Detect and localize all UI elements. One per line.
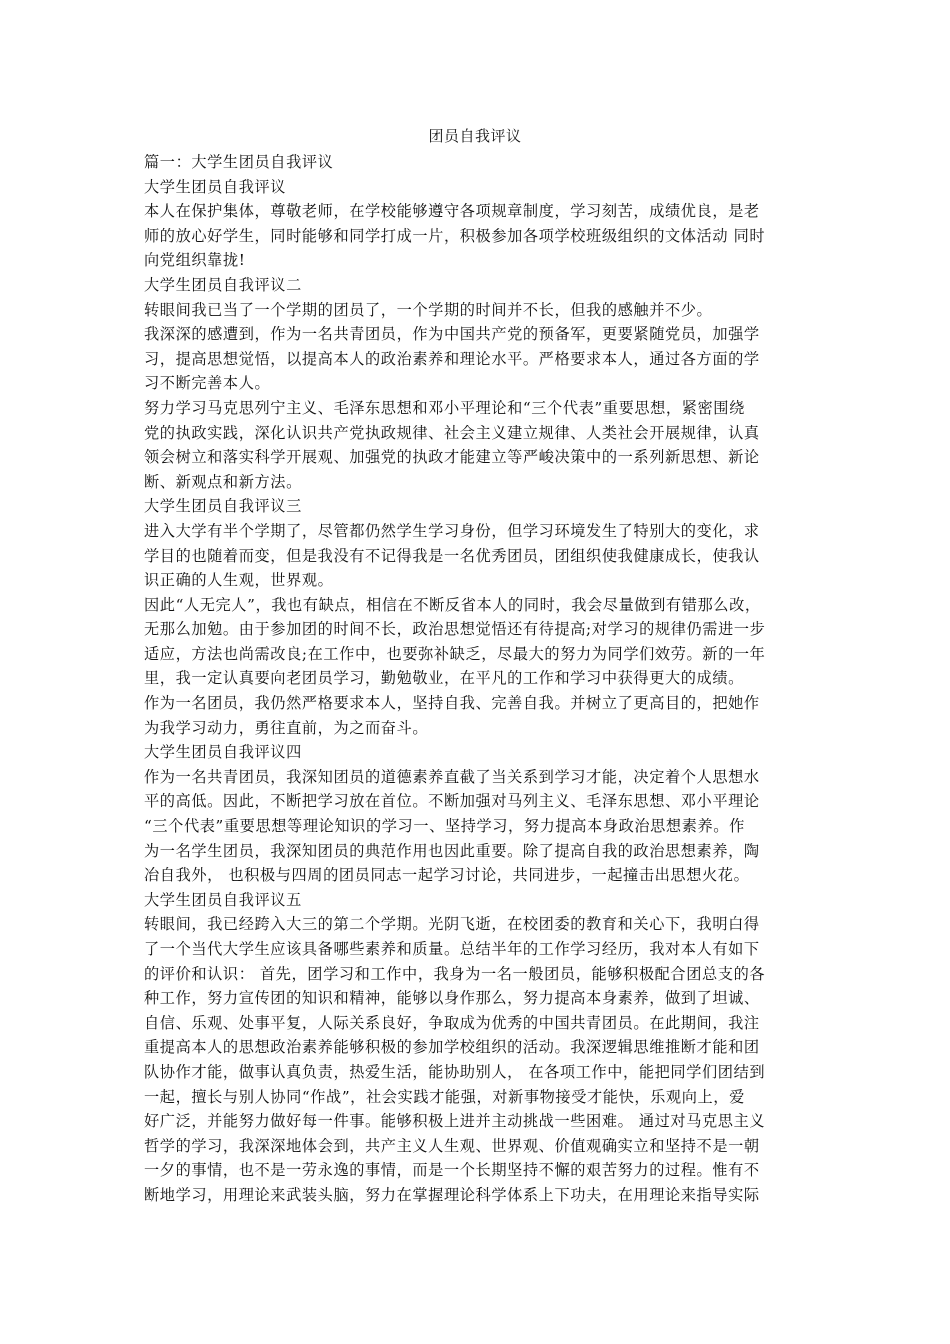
text-line: 本人在保护集体，尊敬老师，在学校能够遵守各项规章制度，学习刻苦，成绩优良，是老 <box>144 202 760 221</box>
text-line: 为我学习动力，勇往直前，为之而奋斗。 <box>144 718 429 737</box>
text-line: 师的放心好学生，同时能够和同学打成一片，积极参加各项学校班级组织的文体活动 同时 <box>144 226 766 245</box>
text-line: 领会树立和落实科学开展观、加强党的执政才能建立等严峻决策中的一系列新思想、新论 <box>144 448 760 467</box>
text-line: 重提高本人的思想政治素养能够积极的参加学校组织的活动。我深逻辑思维推断才能和团 <box>144 1038 760 1057</box>
text-line: 无那么加勉。由于参加团的时间不长，政治思想觉悟还有待提高;对学习的规律仍需进一步 <box>144 620 766 639</box>
text-line: 断地学习，用理论来武装头脑，努力在掌握理论科学体系上下功夫，在用理论来指导实际 <box>144 1185 760 1204</box>
document-title: 团员自我评议 <box>428 127 522 145</box>
document-body <box>144 150 812 1208</box>
text-line: 转眼间，我已经跨入大三的第二个学期。光阴飞逝，在校团委的教育和关心下，我明白得 <box>144 915 760 934</box>
text-line: 大学生团员自我评议二 <box>144 275 302 294</box>
text-line: 大学生团员自我评议 <box>144 177 287 196</box>
text-line: 一起，擅长与别人协同“作战”，社会实践才能强，对新事物接受才能快，乐观向上，爱 <box>144 1087 745 1106</box>
text-line: 党的执政实践，深化认识共产党执政规律、社会主义建立规律、人类社会开展规律，认真 <box>144 423 760 442</box>
text-line: 学目的也随着而变，但是我没有不记得我是一名优秀团员，团组织使我健康成长，使我认 <box>144 546 760 565</box>
text-line: 进入大学有半个学期了，尽管都仍然学生学习身份，但学习环境发生了特别大的变化，求 <box>144 521 760 540</box>
text-line: 大学生团员自我评议三 <box>144 497 302 516</box>
text-line: 转眼间我已当了一个学期的团员了，一个学期的时间并不长，但我的感触并不少。 <box>144 300 713 319</box>
text-line: 断、新观点和新方法。 <box>144 472 302 491</box>
text-line: 好广泛，并能努力做好每一件事。能够积极上进并主动挑战一些困难。 通过对马克思主义 <box>144 1112 766 1131</box>
text-line: 大学生团员自我评议四 <box>144 743 302 762</box>
text-line: 自信、乐观、处事平复，人际关系良好，争取成为优秀的中国共青团员。在此期间，我注 <box>144 1013 760 1032</box>
text-line: “三个代表”重要思想等理论知识的学习一、坚持学习，努力提高本身政治思想素养。作 <box>144 817 745 836</box>
text-line: 冶自我外， 也积极与四周的团员同志一起学习讨论，共同进步，一起撞击出思想火花。 <box>144 866 750 885</box>
text-line: 识正确的人生观，世界观。 <box>144 571 334 590</box>
text-line: 努力学习马克思列宁主义、毛泽东思想和邓小平理论和“三个代表”重要思想，紧密围绕 <box>144 398 745 417</box>
text-line: 篇一：大学生团员自我评议 <box>144 153 334 171</box>
text-line: 习不断完善本人。 <box>144 374 271 393</box>
text-line: 种工作，努力宣传团的知识和精神，能够以身作那么，努力提高本身素养，做到了坦诚、 <box>144 989 760 1008</box>
text-line: 为一名学生团员，我深知团员的典范作用也因此重要。除了提高自我的政治思想素养，陶 <box>144 841 760 860</box>
text-line: 作为一名团员，我仍然严格要求本人，坚持自我、完善自我。并树立了更高目的，把她作 <box>144 694 760 713</box>
text-line: 平的高低。因此，不断把学习放在首位。不断加强对马列主义、毛泽东思想、邓小平理论 <box>144 792 760 811</box>
text-line: 哲学的学习，我深深地体会到，共产主义人生观、世界观、价值观确实立和坚持不是一朝 <box>144 1136 760 1155</box>
text-line: 我深深的感遭到，作为一名共青团员，作为中国共产党的预备军，更要紧随党员，加强学 <box>144 325 760 344</box>
text-line: 作为一名共青团员，我深知团员的道德素养直截了当关系到学习才能，决定着个人思想水 <box>144 767 760 786</box>
text-line: 了一个当代大学生应该具备哪些素养和质量。总结半年的工作学习经历，我对本人有如下 <box>144 940 760 958</box>
text-line: 向党组织靠拢! <box>144 251 246 270</box>
text-line: 的评价和认识： 首先，团学习和工作中，我身为一名一般团员，能够积极配合团总支的各 <box>144 964 766 983</box>
text-line: 习，提高思想觉悟，以提高本人的政治素养和理论水平。严格要求本人，通过各方面的学 <box>144 349 760 368</box>
text-line: 适应，方法也尚需改良;在工作中，也要弥补缺乏，尽最大的努力为同学们效劳。新的一年 <box>144 644 766 663</box>
text-line: 队协作才能，做事认真负责，热爱生活，能协助别人， 在各项工作中，能把同学们团结到 <box>144 1062 766 1081</box>
text-line: 里，我一定认真要向老团员学习，勤勉敬业，在平凡的工作和学习中获得更大的成绩。 <box>144 669 744 688</box>
text-line: 一夕的事情，也不是一劳永逸的事情，而是一个长期坚持不懈的艰苦努力的过程。惟有不 <box>144 1161 760 1180</box>
text-line: 因此“人无完人”，我也有缺点，相信在不断反省本人的同时，我会尽量做到有错那么改， <box>144 595 761 614</box>
text-line: 大学生团员自我评议五 <box>144 890 302 909</box>
